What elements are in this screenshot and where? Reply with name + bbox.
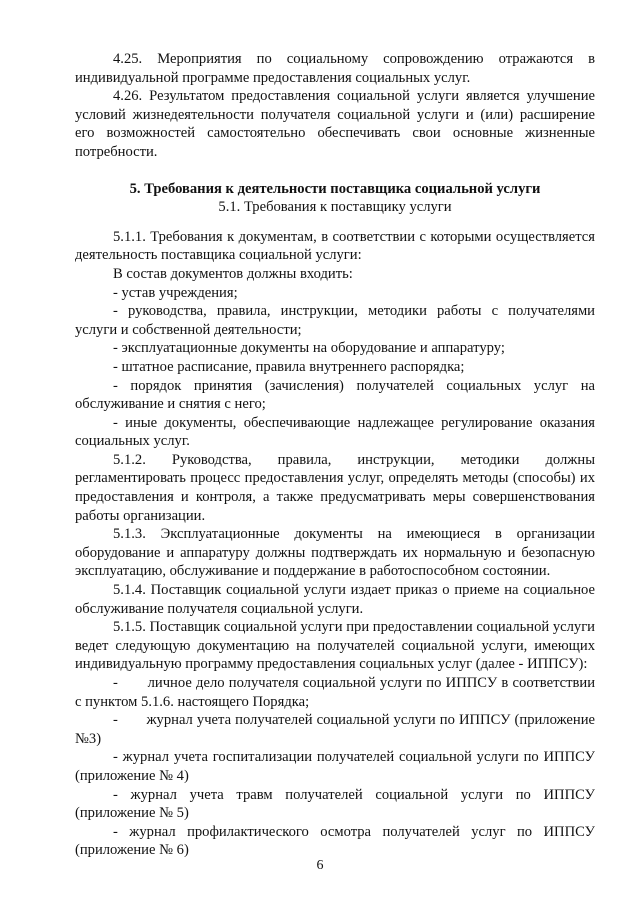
spacer <box>75 162 595 180</box>
paragraph-4-25: 4.25. Мероприятия по социальному сопровождению отражаются в индивидуальной программе предоставления социальных услуг. <box>75 51 595 86</box>
list-item: - штатное расписание, правила внутреннего распорядка; <box>113 358 465 375</box>
paragraph-5-1-2: 5.1.2. Руководства, правила, инструкции, методики должны регламентировать процесс предоставления услуг, определять методы (способы) их предоставления и контроля, а также предусматривать меры совершенствования работы организации. <box>75 451 595 524</box>
page-content <box>75 50 595 860</box>
paragraph-5-1-5: 5.1.5. Поставщик социальной услуги при предоставлении социальной услуги ведет следующую документацию на получателей социальной услуги, имеющих индивидуальную программу предоставления социальных услуг (далее - ИППСУ): <box>75 619 595 673</box>
section-title: 5. Требования к деятельности поставщика социальной услуги <box>129 180 541 197</box>
subsection-title: 5.1. Требования к поставщику услуги <box>218 199 452 216</box>
documents-intro: В состав документов должны входить: <box>113 265 353 282</box>
list-item: - порядок принятия (зачисления) получателей социальных услуг на обслуживание и снятия с него; <box>75 377 595 413</box>
page-number: 6 <box>316 858 324 873</box>
list-item: - журнал профилактического осмотра получателей услуг по ИППСУ (приложение № 6) <box>75 823 595 859</box>
paragraph-5-1-1: 5.1.1. Требования к документам, в соответствии с которыми осуществляется деятельность поставщика социальной услуги: <box>75 228 595 264</box>
list-item: - журнал учета госпитализации получателей социальной услуги по ИППСУ (приложение № 4) <box>75 749 595 784</box>
list-item: - руководства, правила, инструкции, методики работы с получателями услуги и собственной деятельности; <box>75 303 595 338</box>
paragraph-5-1-4: 5.1.4. Поставщик социальной услуги издает приказ о приеме на социальное обслуживание получателя социальной услуги. <box>75 582 595 617</box>
list-item: - иные документы, обеспечивающие надлежащее регулирование оказания социальных услуг. <box>75 414 595 450</box>
list-item: - эксплуатационные документы на оборудование и аппаратуру; <box>113 340 505 357</box>
list-item: - журнал учета травм получателей социальной услуги по ИППСУ (приложение № 5) <box>75 786 595 822</box>
list-item: - личное дело получателя социальной услуги по ИППСУ в соответствии с пунктом 5.1.6. настоящего Порядка; <box>75 675 595 710</box>
paragraph-5-1-3: 5.1.3. Эксплуатационные документы на имеющиеся в организации оборудование и аппаратуру должны подтверждать их нормальную и безопасную эксплуатацию, обслуживание и поддержание в работоспособном состоянии. <box>75 526 595 580</box>
list-item: - журнал учета получателей социальной услуги по ИППСУ (приложение №3) <box>75 712 595 747</box>
spacer <box>75 217 595 228</box>
paragraph-4-26: 4.26. Результатом предоставления социальной услуги является улучшение условий жизнедеятельности получателя социальной услуги и (или) расширение его возможностей самостоятельно обеспечивать свои основные жизненные потребности. <box>75 88 595 160</box>
list-item: - устав учреждения; <box>113 284 238 301</box>
